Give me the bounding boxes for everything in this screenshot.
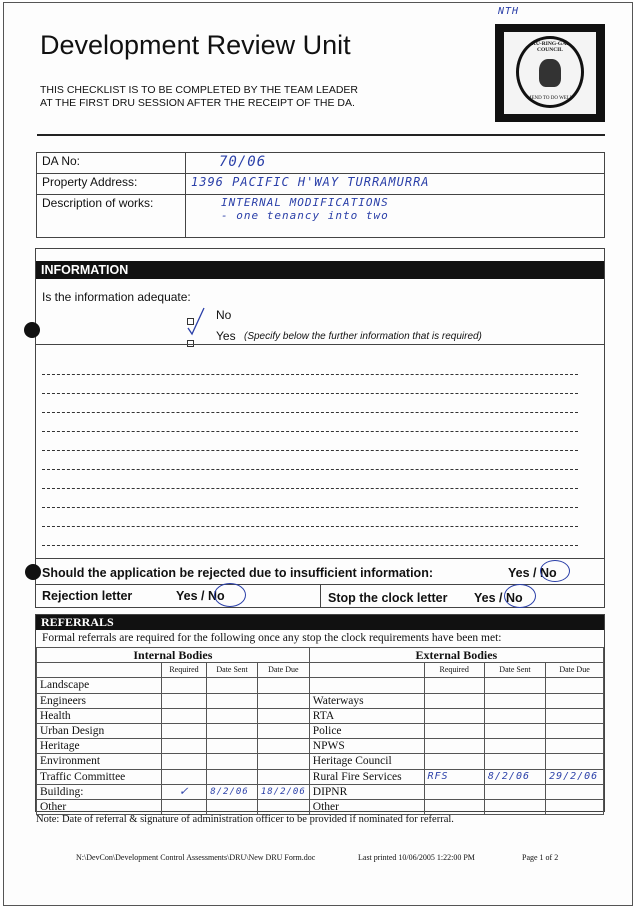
reject-question: Should the application be rejected due to insufficient information: (42, 566, 433, 580)
external-date-due-cell[interactable] (546, 754, 604, 769)
table-row (37, 693, 604, 708)
info-divider (36, 344, 604, 345)
external-date-due-cell[interactable] (546, 739, 604, 754)
internal-bodies-heading: Internal Bodies (37, 648, 310, 663)
referral-note: Note: Date of referral & signature of administration officer to be provided if nominated for referral. (36, 814, 454, 825)
internal-required-cell[interactable]: ✓ (161, 784, 206, 799)
info-line[interactable] (42, 469, 578, 470)
internal-date-due-cell[interactable] (257, 754, 309, 769)
page-title: Development Review Unit (40, 30, 351, 60)
internal-date-sent-cell[interactable]: 8/2/06 (207, 784, 258, 799)
internal-date-sent-cell[interactable] (207, 769, 258, 784)
internal-body-name: Landscape (37, 678, 162, 693)
internal-date-due-header: Date Due (257, 663, 309, 678)
internal-name-header (37, 663, 162, 678)
external-required-cell[interactable] (424, 784, 484, 799)
external-required-cell[interactable] (424, 754, 484, 769)
option-yes-note: (Specify below the further information that is required) (244, 331, 482, 342)
internal-date-due-cell[interactable] (257, 739, 309, 754)
info-line[interactable] (42, 393, 578, 394)
external-required-cell[interactable] (424, 678, 484, 693)
internal-date-sent-cell[interactable] (207, 678, 258, 693)
info-line[interactable] (42, 450, 578, 451)
punch-hole-icon (24, 322, 40, 338)
internal-required-cell[interactable] (161, 678, 206, 693)
rejection-letter-label: Rejection letter (42, 589, 133, 603)
external-name-header (309, 663, 424, 678)
info-line[interactable] (42, 507, 578, 508)
external-date-due-header: Date Due (546, 663, 604, 678)
application-details-table (36, 152, 605, 238)
internal-required-cell[interactable] (161, 723, 206, 738)
internal-required-header: Required (161, 663, 206, 678)
internal-body-name: Other (37, 799, 162, 814)
external-date-due-cell[interactable] (546, 799, 604, 814)
information-question: Is the information adequate: (42, 290, 191, 304)
external-date-sent-cell[interactable] (484, 739, 545, 754)
internal-required-cell[interactable] (161, 754, 206, 769)
referrals-heading: REFERRALS (36, 615, 604, 630)
external-date-sent-cell[interactable] (484, 784, 545, 799)
internal-date-sent-cell[interactable] (207, 723, 258, 738)
info-line[interactable] (42, 374, 578, 375)
external-required-header: Required (424, 663, 484, 678)
stop-clock-answer[interactable]: Yes / No (474, 591, 523, 605)
internal-date-due-cell[interactable]: 18/2/06 (257, 784, 309, 799)
info-line[interactable] (42, 526, 578, 527)
external-date-sent-cell[interactable] (484, 723, 545, 738)
internal-body-name: Building: (37, 784, 162, 799)
external-body-name: Other (309, 799, 424, 814)
option-yes-label: Yes (216, 329, 236, 343)
hand-circle-mark-icon (214, 583, 246, 607)
external-required-cell[interactable] (424, 723, 484, 738)
info-line[interactable] (42, 431, 578, 432)
seal-figure-icon (539, 59, 561, 87)
external-body-name: Police (309, 723, 424, 738)
external-body-name: DIPNR (309, 784, 424, 799)
external-date-due-cell[interactable] (546, 693, 604, 708)
reject-answer[interactable]: Yes / No (508, 566, 557, 580)
internal-required-cell[interactable] (161, 739, 206, 754)
internal-body-name: Heritage (37, 739, 162, 754)
works-description-value[interactable]: INTERNAL MODIFICATIONS - one tenancy into two (186, 195, 605, 238)
table-row (37, 799, 604, 814)
internal-body-name: Urban Design (37, 723, 162, 738)
info-line[interactable] (42, 412, 578, 413)
internal-date-due-cell[interactable] (257, 799, 309, 814)
internal-body-name: Health (37, 708, 162, 723)
internal-date-sent-cell[interactable] (207, 739, 258, 754)
punch-hole-icon (25, 564, 41, 580)
stop-clock-label: Stop the clock letter (328, 591, 448, 605)
reject-divider (36, 558, 604, 559)
hand-circle-mark-icon (504, 584, 536, 608)
letters-column-divider (320, 584, 321, 608)
external-body-name: Heritage Council (309, 754, 424, 769)
footer-page-number: Page 1 of 2 (522, 853, 559, 862)
works-description-label: Description of works: (37, 195, 186, 238)
external-date-due-cell[interactable] (546, 723, 604, 738)
info-line[interactable] (42, 545, 578, 546)
external-date-due-cell[interactable] (546, 678, 604, 693)
external-body-name: NPWS (309, 739, 424, 754)
option-no-label: No (216, 308, 232, 322)
hand-circle-mark-icon (540, 560, 570, 582)
internal-required-cell[interactable] (161, 799, 206, 814)
table-row (37, 723, 604, 738)
table-row (37, 754, 604, 769)
info-line[interactable] (42, 488, 578, 489)
external-body-name: Rural Fire Services (309, 769, 424, 784)
option-yes-checkbox[interactable] (187, 334, 194, 352)
referrals-table (36, 647, 604, 815)
external-required-cell[interactable] (424, 708, 484, 723)
external-date-sent-cell[interactable]: 8/2/06 (484, 769, 545, 784)
external-required-cell[interactable]: RFS (424, 769, 484, 784)
internal-date-due-cell[interactable] (257, 693, 309, 708)
external-date-sent-cell[interactable] (484, 754, 545, 769)
information-heading: INFORMATION (36, 261, 604, 279)
internal-required-cell[interactable] (161, 769, 206, 784)
council-seal-icon (516, 36, 584, 108)
table-row (37, 769, 604, 784)
internal-date-due-cell[interactable] (257, 708, 309, 723)
table-row (37, 678, 604, 693)
external-body-name (309, 678, 424, 693)
external-required-cell[interactable] (424, 799, 484, 814)
internal-date-due-cell[interactable] (257, 678, 309, 693)
internal-date-sent-cell[interactable] (207, 708, 258, 723)
internal-date-sent-header: Date Sent (207, 663, 258, 678)
external-date-sent-cell[interactable] (484, 678, 545, 693)
internal-body-name: Engineers (37, 693, 162, 708)
header-divider (37, 134, 605, 136)
external-date-due-cell[interactable] (546, 784, 604, 799)
corner-handwritten-mark: NTH (498, 6, 520, 17)
external-date-sent-header: Date Sent (484, 663, 545, 678)
internal-required-cell[interactable] (161, 693, 206, 708)
council-logo (495, 24, 605, 122)
external-date-due-cell[interactable] (546, 708, 604, 723)
seal-motto: MEND TO DO WELL (527, 96, 573, 101)
rejection-letter-answer[interactable]: Yes / No (176, 589, 225, 603)
subtitle-line-1: THIS CHECKLIST IS TO BE COMPLETED BY THE TEAM LEADER (40, 84, 359, 96)
external-body-name: RTA (309, 708, 424, 723)
external-required-cell[interactable] (424, 739, 484, 754)
footer-print-date: Last printed 10/06/2005 1:22:00 PM (358, 853, 475, 862)
internal-date-sent-cell[interactable] (207, 693, 258, 708)
property-address-label: Property Address: (37, 174, 186, 195)
seal-name: KU-RING-GAI COUNCIL (531, 41, 569, 53)
external-date-sent-cell[interactable] (484, 799, 545, 814)
referrals-intro: Formal referrals are required for the following once any stop the clock requirements have been met: (42, 632, 502, 644)
table-row (37, 739, 604, 754)
internal-body-name: Traffic Committee (37, 769, 162, 784)
external-date-due-cell[interactable]: 29/2/06 (546, 769, 604, 784)
external-required-cell[interactable] (424, 693, 484, 708)
internal-date-sent-cell[interactable] (207, 754, 258, 769)
internal-required-cell[interactable] (161, 708, 206, 723)
internal-date-due-cell[interactable] (257, 769, 309, 784)
footer-file-path: N:\DevCon\Development Control Assessments\DRU\New DRU Form.doc (76, 853, 316, 862)
da-number-label: DA No: (37, 153, 186, 174)
property-address-value[interactable]: 1396 PACIFIC H'WAY TURRAMURRA (186, 174, 605, 195)
hand-tick-mark-icon (186, 306, 206, 336)
external-date-sent-cell[interactable] (484, 693, 545, 708)
internal-body-name: Environment (37, 754, 162, 769)
external-body-name: Waterways (309, 693, 424, 708)
internal-date-sent-cell[interactable] (207, 799, 258, 814)
da-number-value[interactable]: 70/06 (186, 153, 605, 174)
internal-date-due-cell[interactable] (257, 723, 309, 738)
external-date-sent-cell[interactable] (484, 708, 545, 723)
table-row (37, 708, 604, 723)
external-bodies-heading: External Bodies (309, 648, 603, 663)
subtitle-line-2: AT THE FIRST DRU SESSION AFTER THE RECEIPT OF THE DA. (40, 97, 355, 109)
table-row (37, 784, 604, 799)
